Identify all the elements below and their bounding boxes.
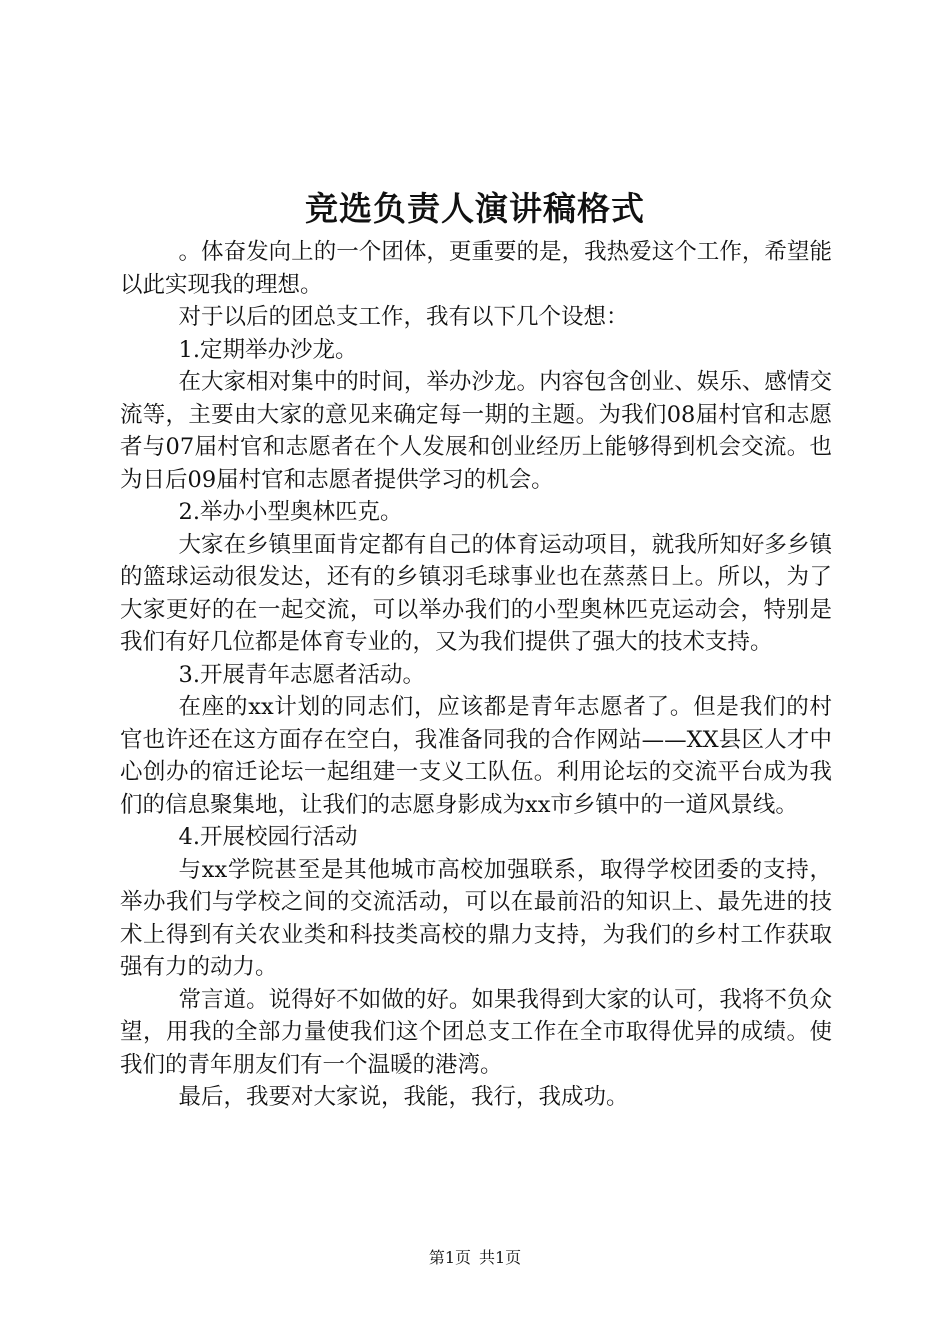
paragraph: 在大家相对集中的时间，举办沙龙。内容包含创业、娱乐、感情交流等，主要由大家的意见来确定每一期的主题。为我们08届村官和志愿者与07届村官和志愿者在个人发展和创业经历上能够得到机会交流。也为日后09届村官和志愿者提供学习的机会。 — [120, 369, 832, 493]
document-body — [120, 236, 832, 1114]
paragraph: 大家在乡镇里面肯定都有自己的体育运动项目，就我所知好多乡镇的篮球运动很发达，还有的乡镇羽毛球事业也在蒸蒸日上。所以，为了大家更好的在一起交流，可以举办我们的小型奥林匹克运动会，特别是我们有好几位都是体育专业的，又为我们提供了强大的技术支持。 — [120, 531, 832, 655]
page-number: 第1页 — [428, 1248, 471, 1267]
paragraph: 对于以后的团总支工作，我有以下几个设想： — [178, 304, 629, 330]
list-heading: 2.举办小型奥林匹克。 — [178, 499, 403, 525]
paragraph: 。体奋发向上的一个团体，更重要的是，我热爱这个工作，希望能以此实现我的理想。 — [120, 239, 832, 298]
page-footer — [0, 1248, 950, 1268]
list-heading: 3.开展青年志愿者活动。 — [178, 661, 425, 688]
paragraph: 在座的xx计划的同志们，应该都是青年志愿者了。但是我们的村官也许还在这方面存在空白，我准备同我的合作网站——XX县区人才中心创办的宿迁论坛一起组建一支义工队伍。利用论坛的交流平台成为我们的信息聚集地，让我们的志愿身影成为xx市乡镇中的一道风景线。 — [120, 694, 832, 818]
paragraph: 与xx学院甚至是其他城市高校加强联系，取得学校团委的支持，举办我们与学校之间的交流活动，可以在最前沿的知识上、最先进的技术上得到有关农业类和科技类高校的鼎力支持，为我们的乡村工作获取强有力的动力。 — [120, 856, 832, 980]
list-heading: 4.开展校园行活动 — [178, 824, 358, 850]
document-title: 竞选负责人演讲稿格式 — [305, 189, 645, 228]
paragraph: 常言道。说得好不如做的好。如果我得到大家的认可，我将不负众望，用我的全部力量使我们这个团总支工作在全市取得优异的成绩。使我们的青年朋友们有一个温暖的港湾。 — [120, 986, 832, 1078]
page-total: 共1页 — [479, 1248, 522, 1267]
list-heading: 1.定期举办沙龙。 — [178, 336, 358, 363]
paragraph: 最后，我要对大家说，我能，我行，我成功。 — [178, 1084, 629, 1110]
